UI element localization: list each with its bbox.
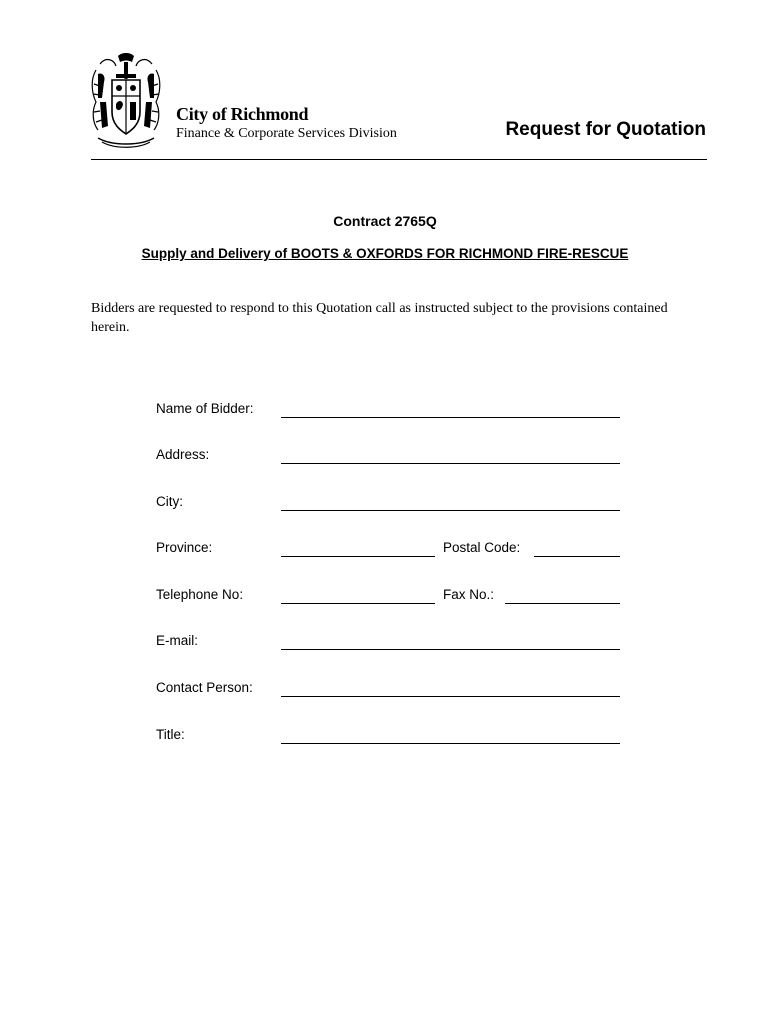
telephone-field[interactable] [281, 603, 435, 604]
field-row-city [0, 494, 770, 518]
field-row-email [0, 633, 770, 657]
fax-field[interactable] [505, 603, 620, 604]
province-label: Province: [156, 540, 213, 555]
field-row-telephone [0, 587, 770, 611]
postal-code-label: Postal Code: [443, 540, 521, 555]
field-row-province [0, 540, 770, 564]
org-division: Finance & Corporate Services Division [176, 126, 397, 141]
address-label: Address: [156, 447, 210, 462]
contact-person-label: Contact Person: [156, 680, 253, 695]
header-divider [91, 159, 707, 160]
email-field[interactable] [281, 649, 620, 650]
address-field[interactable] [281, 463, 620, 464]
city-field[interactable] [281, 510, 620, 511]
contract-subject: Supply and Delivery of BOOTS & OXFORDS FOR RICHMOND FIRE-RESCUE [141, 246, 629, 261]
name-of-bidder-label: Name of Bidder: [156, 401, 254, 416]
title-label: Title: [156, 727, 185, 742]
title-field[interactable] [281, 743, 620, 744]
contact-person-field[interactable] [281, 696, 620, 697]
city-crest-icon [88, 50, 164, 150]
email-label: E-mail: [156, 633, 199, 648]
field-row-title [0, 727, 770, 751]
city-label: City: [156, 494, 183, 509]
province-field[interactable] [281, 556, 435, 557]
field-row-address [0, 447, 770, 471]
postal-code-field[interactable] [534, 556, 620, 557]
field-row-name [0, 401, 770, 425]
document-type-title: Request for Quotation [505, 119, 706, 140]
fax-label: Fax No.: [443, 587, 495, 602]
contract-number: Contract 2765Q [333, 213, 437, 229]
intro-paragraph: Bidders are requested to respond to this Quotation call as instructed subject to the provisions contained herein. [91, 301, 668, 335]
name-of-bidder-field[interactable] [281, 417, 620, 418]
telephone-label: Telephone No: [156, 587, 244, 602]
org-name: City of Richmond [176, 104, 309, 124]
field-row-contact [0, 680, 770, 704]
